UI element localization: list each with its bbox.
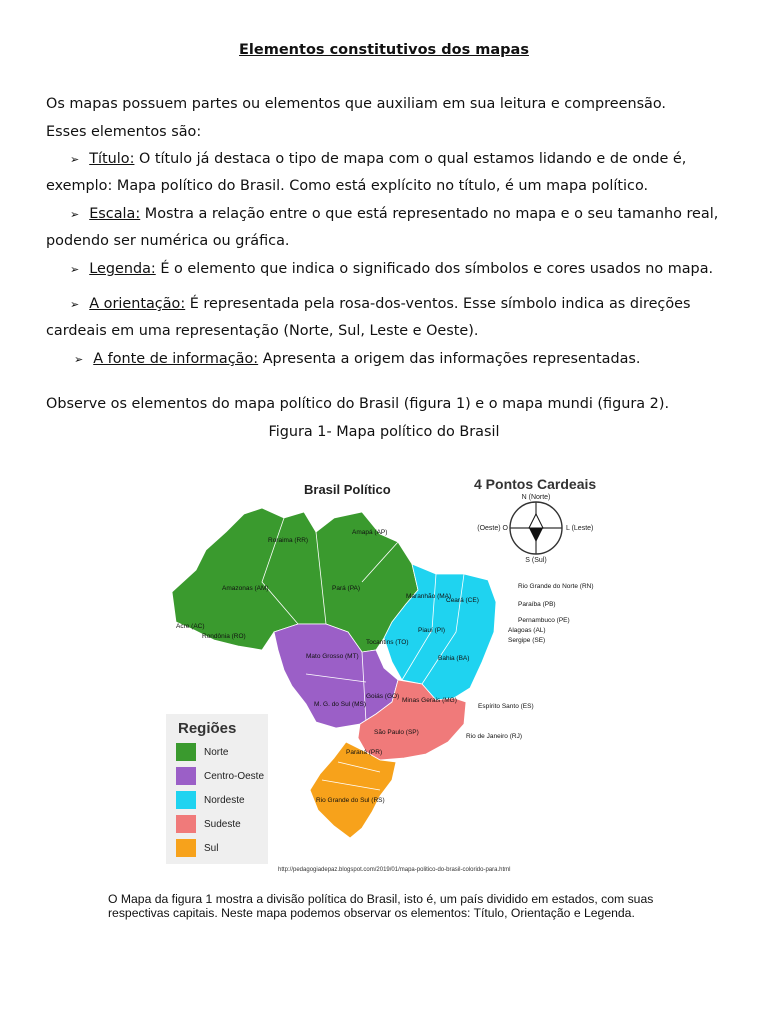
legend-label: Sudeste xyxy=(204,818,241,830)
legend-item xyxy=(176,766,264,786)
bullet-legenda xyxy=(70,261,713,277)
legend-swatch-norte xyxy=(176,743,196,761)
label-acre: Acre (AC) xyxy=(176,623,205,630)
compass-n-label: N (Norte) xyxy=(521,494,551,501)
bullet-titulo xyxy=(70,151,686,167)
label-para: Pará (PA) xyxy=(332,585,361,592)
text-orientacao: É representada pela rosa-dos-ventos. Esse símbolo indica as direções xyxy=(185,296,691,312)
document-title: Elementos constitutivos dos mapas xyxy=(239,42,529,58)
label-se: Sergipe (SE) xyxy=(508,637,546,644)
label-rj: Rio de Janeiro (RJ) xyxy=(466,733,522,740)
label-piaui: Piauí (PI) xyxy=(418,627,446,634)
intro-line-1: Os mapas possuem partes ou elementos que auxiliam em sua leitura e compreensão. xyxy=(46,96,667,112)
legend-item xyxy=(176,814,241,834)
label-roraima: Roraima (RR) xyxy=(268,537,309,544)
text-legenda: É o elemento que indica o significado dos símbolos e cores usados no mapa. xyxy=(155,261,714,277)
term-escala: Escala: xyxy=(89,206,141,222)
observe-text: Observe os elementos do mapa político do Brasil (figura 1) e o mapa mundi (figura 2). xyxy=(46,396,670,412)
bullet-orientacao xyxy=(70,296,691,312)
brazil-map-figure xyxy=(166,462,642,873)
text-escala: Mostra a relação entre o que está representado no mapa e o seu tamanho real, xyxy=(140,206,719,222)
label-bahia: Bahia (BA) xyxy=(438,655,470,662)
label-maranhao: Maranhão (MA) xyxy=(406,593,452,600)
bullet-fonte xyxy=(74,351,641,367)
legend-label: Nordeste xyxy=(204,794,245,806)
arrow-bullet-icon: ➢ xyxy=(70,298,80,311)
legend-swatch-sul xyxy=(176,839,196,857)
legend-swatch-centro-oeste xyxy=(176,767,196,785)
bullet-titulo-cont: exemplo: Mapa político do Brasil. Como está explícito no título, é um mapa político. xyxy=(46,178,649,194)
label-amapa: Amapá (AP) xyxy=(352,529,388,536)
arrow-bullet-icon: ➢ xyxy=(74,353,84,366)
compass-s-label: S (Sul) xyxy=(525,557,547,564)
compass-e-label: L (Leste) xyxy=(566,525,594,532)
legend-item xyxy=(176,790,245,810)
label-amazonas: Amazonas (AM) xyxy=(222,585,269,592)
label-parana: Paraná (PR) xyxy=(346,749,383,756)
term-fonte: A fonte de informação: xyxy=(93,351,259,367)
label-es: Espírito Santo (ES) xyxy=(478,703,534,710)
term-titulo: Título: xyxy=(89,151,135,167)
label-sao-paulo: São Paulo (SP) xyxy=(374,729,419,736)
arrow-bullet-icon: ➢ xyxy=(70,208,80,221)
legend-label: Centro-Oeste xyxy=(204,770,265,782)
intro-line-2: Esses elementos são: xyxy=(46,124,202,140)
bullet-escala xyxy=(70,206,718,222)
legend xyxy=(166,714,268,864)
legend-swatch-nordeste xyxy=(176,791,196,809)
figure-note: O Mapa da figura 1 mostra a divisão política do Brasil, isto é, um país dividido em estados, com suas respectivas capitais. Neste mapa podemos observar os elementos: Título, Orientação e Legenda. xyxy=(108,892,654,920)
map-title: Brasil Político xyxy=(304,482,391,497)
compass-title: 4 Pontos Cardeais xyxy=(474,476,597,492)
label-pe: Pernambuco (PE) xyxy=(518,617,570,624)
term-orientacao: A orientação: xyxy=(89,296,186,312)
compass-box xyxy=(466,472,606,564)
label-minas: Minas Gerais (MG) xyxy=(402,697,457,704)
label-ceara: Ceará (CE) xyxy=(446,597,479,604)
legend-label: Norte xyxy=(204,746,229,758)
map-source: http://pedagogiadepaz.blogspot.com/2019/01/mapa-politico-do-brasil-colorido-para.html xyxy=(278,867,511,873)
arrow-bullet-icon: ➢ xyxy=(70,263,80,276)
label-mato-grosso: Mato Grosso (MT) xyxy=(306,653,359,660)
label-al: Alagoas (AL) xyxy=(508,627,546,634)
label-ms: M. G. do Sul (MS) xyxy=(314,701,367,708)
label-rn: Rio Grande do Norte (RN) xyxy=(518,583,594,590)
bullet-orientacao-cont: cardeais em uma representação (Norte, Sul, Leste e Oeste). xyxy=(46,323,479,339)
label-rondonia: Rondônia (RO) xyxy=(202,633,246,640)
label-pb: Paraíba (PB) xyxy=(518,601,556,608)
arrow-bullet-icon: ➢ xyxy=(70,153,80,166)
legend-title: Regiões xyxy=(178,720,237,737)
text-titulo: O título já destaca o tipo de mapa com o qual estamos lidando e de onde é, xyxy=(134,151,687,167)
label-rs: Rio Grande do Sul (RS) xyxy=(316,797,385,804)
legend-item xyxy=(176,838,218,858)
label-goias: Goiás (GO) xyxy=(366,693,400,700)
figure-caption: Figura 1- Mapa político do Brasil xyxy=(268,424,500,440)
text-fonte: Apresenta a origem das informações representadas. xyxy=(258,351,641,367)
legend-swatch-sudeste xyxy=(176,815,196,833)
compass-w-label: (Oeste) O xyxy=(477,525,508,532)
legend-item xyxy=(176,742,228,762)
term-legenda: Legenda: xyxy=(89,261,156,277)
legend-label: Sul xyxy=(204,842,219,854)
bullet-escala-cont: podendo ser numérica ou gráfica. xyxy=(46,233,290,249)
label-tocantins: Tocantins (TO) xyxy=(366,639,409,646)
